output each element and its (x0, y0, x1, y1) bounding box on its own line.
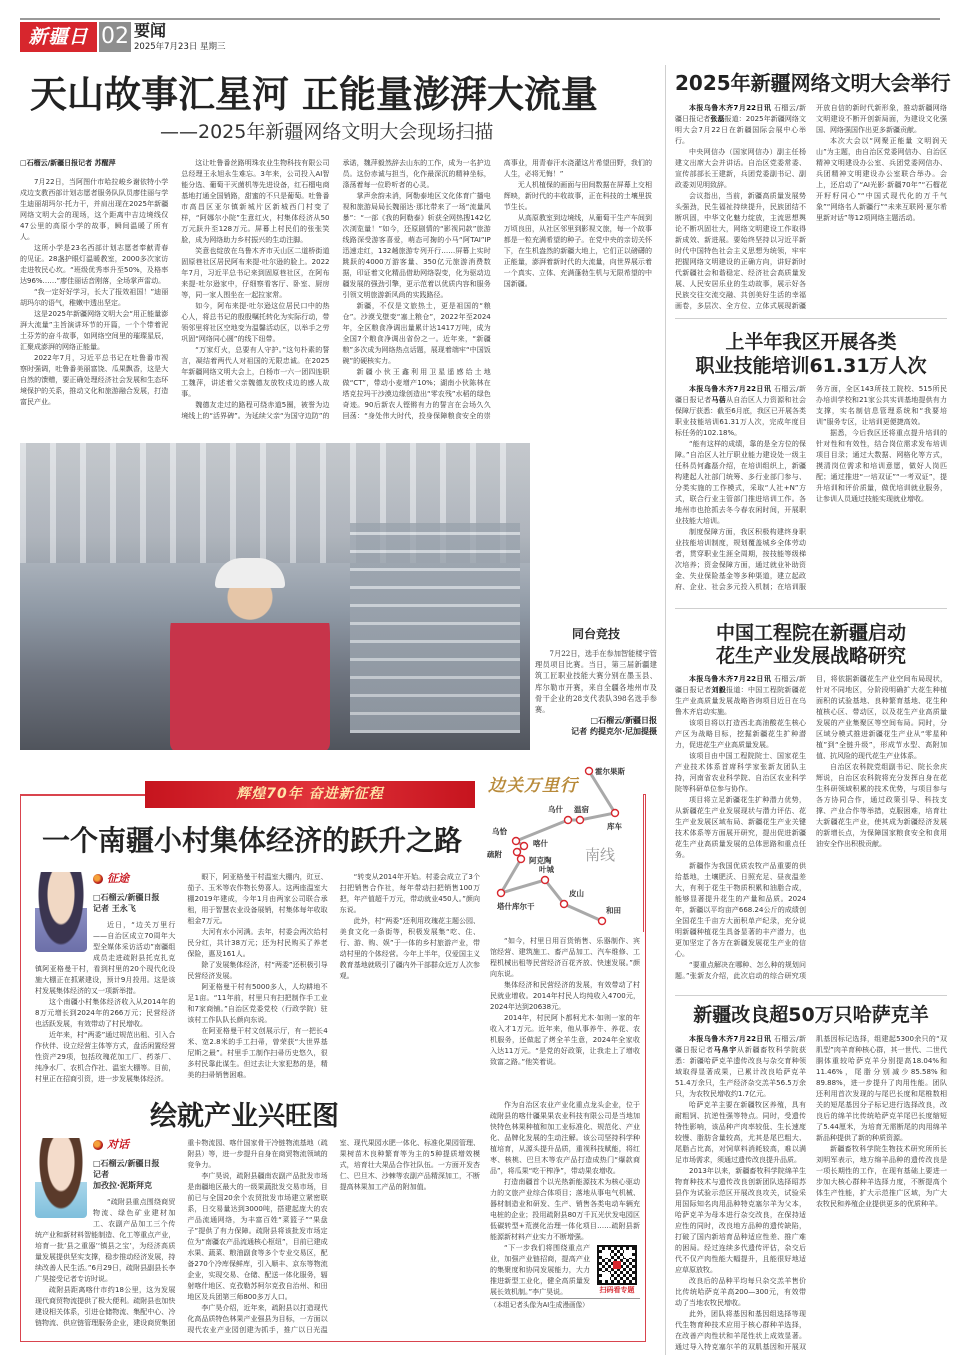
route-stop-label: 和田 (606, 906, 621, 915)
reporter-avatar (35, 1138, 87, 1218)
tag-icon (93, 874, 103, 884)
qr-logo (613, 1261, 621, 1269)
reporter: 刘毅 (711, 686, 727, 694)
paragraph: 项目将立足新疆花生扩种潜力优势，从新疆花生产业发展现状与潜力评估、花生产业发展区域布局、新疆花生产业关键技术体系等方面展开研究，提出促进新疆花生产业高质量发展的总体思路和重点任务。 (675, 796, 806, 859)
news-photo (20, 443, 530, 750)
paragraph: 掌声余韵未消，阿勒泰地区文化体育广播电视和旅游局局长魏丽达·那比带来了一场“流量风暴”：“一部《我的阿勒泰》斩获全网热搜142亿次浏览量！”如今，还原剧情的“影视同款”旅游线路深受游客喜爱，萌态可掬的小马“阿TAI”IP迅速走红，132趟旅游专列开行……屏幕上实时跳跃的4000万游客量、350亿元旅游消费数据，印证着文化精品借助网络裂变，化为驱动边疆发展的强劲引擎，更示范着以优质内容和服务引领文明旅游新风尚的实践路径。 (342, 192, 491, 299)
paragraph: 李广昊说，疏附县疆南农副产品批发市场是南疆地区最大的一级果蔬批发交易市场，目前已与全国20余个农贸批发市场建立紧密联系，日交易量达到3000吨，搭建起庞大的农产品流通网络，为丰富百姓“菜篮子”“果盘子”提供了有力保障。疏附县将该批发市场定位为“南疆农产品流通核心枢纽”，目前已建成水果、蔬菜、粮油副食等多个专业交易区，配备270个冷库保鲜库，引入顺丰、京东等物流企业，实现交易、仓储、配送一体化服务，辐射喀什地区、克孜勒苏柯尔克孜自治州、和田地区及兵团第三师800多万人口。 (187, 1172, 328, 1301)
paragraph: 除了发展集体经济，村“两委”还积极引导民营经济发展。 (187, 961, 328, 980)
paragraphs (490, 936, 640, 1068)
tag-icon (93, 1140, 103, 1150)
divider (675, 608, 947, 609)
industry-story-body (35, 1138, 480, 1336)
paragraphs (20, 158, 652, 422)
paragraph: 2022年7月，习近平总书记在吐鲁番市视察时强调，吐鲁番美丽富饶、瓜果飘香，这是大自然的馈赠，要正确处理经济社会发展和生态环境保护的关系，推动文化和旅游融合发展，打造富民产业。 (20, 354, 169, 406)
article-title: 新疆改良超50万只哈萨克羊 (693, 1004, 929, 1026)
qr-caption: 扫码看专题 (599, 1286, 635, 1294)
route-stop-marker (498, 890, 505, 897)
avatar-note: （本组记者头像为AI生成漫画像） (490, 1298, 640, 1310)
column-divider (665, 65, 666, 1355)
route-stop-marker (586, 768, 593, 775)
qr-code[interactable] (597, 1245, 637, 1285)
paragraph: 笑意也绽放在乌鲁木齐市天山区二道桥街道固原巷社区居民阿布来提·吐尔逊的脸上。2022年7月，习近平总书记来到固原巷社区，在阿布来提·吐尔逊家中，仔细察看客厅、卧室、厨房等，同一家人围坐在一起拉家常。 (181, 247, 330, 299)
paragraph: 阿亚格曼干村有5000多人，人均耕地不足1亩。“11年前，村里只有扫把制作手工业和7家商铺。”自治区党委党校（行政学院）驻该村工作队队长颜向东说。 (187, 983, 328, 1024)
photo-credit-2: 记者 约提克尔·尼加提摄 (571, 727, 657, 737)
article-kazakh-sheep (675, 1002, 947, 1354)
paragraph: “要重点解决在哪种、怎么种的规划问题。”张新友介绍，此次启动的综合研究项目，将依据新疆花生产业空间布局现状，针对不同地区，分阶段明确扩大花生种植面积的试验基地、良种繁育基地、花生种植核心区、带动区，以及花生产业高质量发展的产业集聚区等空间布局。同时，分区域分模式推进新疆花生产业从“零星种植”到“全链升级”，形成节水型、高附加值、抗风险的现代花生产业体系。 (675, 675, 947, 980)
byline-line: 记者 王永飞 (93, 904, 136, 913)
route-stop-label: 叶城 (539, 865, 554, 874)
paragraph: 制度保障方面，我区积极构建终身职业技能培训制度，规划覆盖城乡全体劳动者，贯穿职业生涯全周期，按技能等级梯次培养；资金保障方面，通过就业补助资金、失业保险基金等多种渠道，建立起政府、企业、社会多元投入机制；在培训服务方面，全区143所技工院校、515所民办培训学校和21家公共实训基地提供有力支撑，实名制信息管理系统和“我要培训”服务专区，让培训更便捷高效。 (675, 385, 947, 591)
paragraphs (490, 1100, 640, 1243)
feature-frame-top (20, 794, 145, 796)
route-stop-marker (513, 838, 520, 845)
byline-line: □石榴云/新疆日报 (93, 1159, 160, 1168)
paragraph: 会议指出，当前，新疆高质量发展势头强劲，民生福祉持续提升，民族团结不断巩固，中华文化魅力绽放，主流思想舆论不断巩固壮大，网络文明建设工作取得新成效、新进展。要始终坚持以习近平新时代中国特色社会主义思想为统领，牢牢把握网络文明建设的正确方向，讲好新时代新疆社会和谐稳定、经济社会高质量发展、人民安居乐业的生动故事，展示好各民族交往交流交融、共创美好生活的幸福画卷，多层次、全方位、立体式展现新疆开放自信的新时代新形象，推动新疆网络文明建设不断开创新局面，为建设文化强国、网络强国作出更多新疆贡献。 (675, 104, 947, 310)
article-body (675, 384, 947, 600)
route-stop-marker (518, 856, 525, 863)
lead-headline: 天山故事汇星河 正能量澎湃大流量 (30, 73, 598, 116)
article-lead (675, 384, 806, 439)
paragraph: 改良后的品种平均每只杂交羔羊售价比传统哈萨克羊高200—300元，有效带动了当地农牧民增收。 (675, 1277, 806, 1307)
caption-text: 7月22日，选手在参加智能楼宇管理员项目比赛。当日，第三届新疆建筑工匠职业技能大赛分别在墨玉县、库尔勒市开赛，来自全疆各地州市及骨干企业的28支代表队398名选手参赛。 (535, 649, 657, 715)
paragraph: 这是2025年新疆网络文明大会“用正能量澎湃大流量”主旨演讲环节的开篇，一个个带着泥土芬芳的奋斗故事，如网络空间里的璀璨星辰，汇聚成澎湃的网络正能量。 (20, 310, 169, 351)
byline: □石榴云/新疆日报记者 苏醒萍 (20, 159, 116, 167)
paragraph: 7月22日，当阿图什市哈拉峻乡谢依特小学戍边支教西部计划志愿者服务队队员廖佳丽与学生迪丽胡玛尔·托力干，并肩出现在2025年新疆网络文明大会的现场，这个距离中吉边境线仅47公里的高原小学的故事，瞬间温暖了所有人。 (20, 178, 169, 241)
route-label: 南线 (585, 846, 616, 864)
paragraph: 从高原教室到边境线，从葡萄干生产车间到万顷良田，从社区邻里到影视文旅，每一个故事都是一粒充满希望的种子。在党中央的亲切关怀下，在生机盎然的新疆大地上，它们正以磅礴的正能量，澎湃着新时代的大流量，向世界展示着一个真实、立体、充满蓬勃生机与无限希望的中国新疆。 (503, 214, 652, 288)
paragraph: 本次大会以“网聚正能量 文明润天山”为主题，由自治区党委网信办、自治区精神文明建设办公室、兵团党委网信办、兵团精神文明建设办公室联合举办。会上，还启动了“AI光影·新疆70年”“石榴花开籽籽同心”“中国式现代化的万千气象”“网络名人新疆行”“未来互联网·夏尔希里新对话”等12项网络主题活动。 (816, 137, 947, 222)
paragraph: “如今，村里日用百货销售、乐器制作、宾馆经营、建筑施工、畜产品加工、汽车维修、工程机械出租等民营经济百花齐放、快速发展。”颜向东说。 (490, 937, 640, 978)
paragraph: 哈萨克羊主要在新疆牧区养殖，具有耐粗饲、抗逆性强等特点。同时，受遗传特性影响，该品种产肉率较低、生长速度较慢、脂肪含量较高，尤其是尾巴粗大、尾脂占比高，对饲草料消耗较高，难以满足市场需求，须通过遗传改良提升品质。 (675, 1101, 806, 1164)
article-title-line2: 职业技能培训61.31万人次 (695, 355, 927, 377)
paragraph: 此外，团队将基因和基因组选择等现代生物育种技术应用于核心群种羊选择，在改善产肉性状和羊尾性状上成效显著。通过导入特克塞尔羊的双肌基因和开展双肌基因标记选择，组建起5300余只的“双肌型”肉羊育种核心群，其一世代、二世代胴体重较哈萨克羊分别提高18.04%和11.46%，尾脂分别减少85.58%和89.88%，进一步提升了肉用性能。团队还利用首次发现的与尾巴长度和尾椎数相关的短尾基因分子标记进行选择改良，改良后的绵羊比传统哈萨克羊尾巴长度缩短了5.44厘米，为培育无需断尾的肉用绵羊新品种提供了新的种质资源。 (675, 1035, 947, 1351)
byline-line: 记者 (93, 1170, 109, 1179)
photo-caption (535, 625, 657, 737)
paragraph: 中央网信办（国家网信办）副主任杨建文出席大会并讲话。自治区党委常委、宣传部部长王建新，兵团党委副书记、副政委刘见明致辞。 (675, 148, 806, 189)
feature-frame-right (643, 794, 646, 932)
paragraph: 集体经济和民营经济的发展，有效带动了村民就业增收。2014年村民人均纯收入4700元，2024年达到20638元。 (490, 981, 640, 1011)
paragraph: “转变从2014年开始。村委会成立了3个扫把销售合作社，每年带动扫把销售100万把，年产值超千万元，带动就业450人。”颜向东说。 (339, 873, 480, 914)
reporter-prefix: 石榴云/新疆日报记者 (675, 675, 806, 694)
dateline: 本报乌鲁木齐7月22日讯 (689, 1035, 772, 1043)
paragraph: 无人机植保的画面与田间数据在屏幕上交相辉映，新时代的丰收故事，正在科技的土壤里拔节生长。 (503, 181, 652, 211)
paragraph: 大河有水小河满。去年，村委会两次给村民分红，共计38万元；还为村民购买了养老保险，惠及161人。 (187, 928, 328, 958)
anniversary-banner: 辉煌70年 奋进新征程 (145, 781, 475, 808)
paragraph: 自治区农科院党组副书记、院长余庆辉说，自治区农科院将充分发挥自身在花生科研领域积累的技术优势，与项目参与各方协同合作，通过政策引导、科技支撑、产业合作等举措，克服困难，培育壮大新疆花生产业，使其成为新疆经济发展的新增长点，为保障国家粮食安全和食用油安全作出积极贡献。 (816, 763, 947, 848)
paragraph: 这所小学是23名西部计划志愿者奉献青春的见证。28盏护眼灯温暖教室，2000多次家访走进牧民心坎。“班级优秀率升至50%，及格率达96%……”廖佳丽话音刚落，全场掌声雷动。 (20, 244, 169, 285)
route-stop-label: 疏附 (487, 850, 502, 859)
divider (675, 995, 947, 996)
paragraph: 新疆作为我国优质农牧产品重要的供给基地，土壤肥沃、日照充足、昼夜温差大，有利于花生干物质积累和油脂合成，能够显著提升花生的产量和品质。2024年，新疆以平均亩产668.24公斤的成绩创全国花生千亩方大面积单产纪录，充分说明新疆种植花生具备显著的丰产潜力，也更加坚定了各方在新疆发展花生产业的信心。 (675, 862, 806, 958)
paragraph: 李广昊介绍，近年来，疏附县以打造现代化高品质特色林果产业强县为目标，一方面以现代农业产业园创建为抓手，推广以日光温室、现代果园水肥一体化、标准化果园管理、果树苗木良种繁育等为主的5种提质增效模式，培育壮大果品合作社队伍。一方面开发杏仁、巴旦木、沙棘等农副产品精深加工，不断提高林果加工产品的附加值。 (187, 1139, 480, 1334)
article-title-line2: 花生产业发展战略研究 (715, 645, 906, 667)
lead-subheadline: ——2025年新疆网络文明大会现场扫描 (160, 121, 494, 143)
paragraph: 疏附县距离喀什市约18公里，这为发展现代商贸物流提供了极大便利。疏附县也加快建设相关体系，引进仓储物流、集配中心、冷链物流、供应链管理服务企业，建设商贸集团重卡物流园、喀什国家骨干冷链物流基地（疏附县）等，进一步提升自身在商贸物流领域的竞争力。 (35, 1139, 328, 1327)
reporter: 马蓓 (711, 396, 727, 404)
photo-credit: □石榴云/新疆日报 (590, 716, 657, 726)
paragraph: 2013年以来，新疆畜牧科学院绵羊生物育种技术与遗传改良创新团队选择昭苏县作为试验示范区开展改良攻关，试验采用国际知名肉用品种特克塞尔羊为父本，哈萨克羊为母本进行杂交改良，在保持适应性的同时，改良地方品种的遗传缺陷，打破了国内新培育品种适应性差、推广难的困局。经过连续多代遗传评估，杂交后代不仅产肉性能大幅提升，且能很好地适应草原放牧。 (675, 1167, 806, 1274)
route-stop-label: 塔什库尔干 (497, 902, 535, 911)
paragraph: “万家灯火，总要有人守护。”这句朴素的誓言，凝结着两代人对祖国的无限忠诚。在2025年新疆网络文明大会上，白杨市一六一团四连职工魏萍，讲述着父亲魏德友放牧戍边的感人故事。 (181, 346, 330, 398)
paragraph: 该项目将以打造西北高油酸花生核心产区为战略目标，挖掘新疆花生扩种潜力，促进花生产业高质量发展。 (675, 719, 806, 749)
dateline: 本报乌鲁木齐7月22日讯 (689, 675, 772, 683)
newspaper-logo: 新疆日报 (20, 22, 97, 52)
paragraph: 在阿亚格曼干村文创展示厅，有一把长4米、宽2.8米的手工扫帚，曾荣获“大世界基尼斯之最”。村里手工制作扫帚历史悠久，很多村民靠此谋生。但过去让大家犯愁的是，精美的扫帚销售困难。 (187, 1027, 328, 1079)
paragraphs (675, 674, 947, 988)
village-story-body-continued (490, 936, 640, 1090)
article-body (675, 103, 947, 313)
paragraph: 作为自治区农业产业化重点龙头企业，位于疏附县的喀什疆果果农业科技有限公司是当地加快特色林果种植和加工业标准化、规范化、产业化、品牌化发展的生动注解。该公司坚持科学种植培育，从源头提升品质，重视科技赋能，将红枣、核桃、巴旦木等农产品打造成热门“爆款商品”，将瓜果“吃干榨净”，带动果农增收。 (490, 1101, 640, 1175)
reporter-prefix: 石榴云/新疆日报记者 (675, 385, 806, 404)
route-stop-marker (561, 901, 568, 908)
paragraph: 新疆，不仅是文旅热土，更是祖国的“粮仓”。沙漠戈壁变“塞上粮仓”，2022年至2024年，全区粮食净调出量累计达1417万吨，成为全国7个粮食净调出省份之一。近年来，“新疆粮”多次成为网络热点话题，展现着端牢“中国饭碗”的硬核实力。 (342, 302, 491, 365)
paragraph: “下一步我们将围绕重点产业，加强产业链招商，提高产业的集聚度和协同发展能力，大力推进新型工业化，健全高质量发展长效机制。”李广昊说。 (490, 1244, 590, 1296)
paragraph: 该项目由中国工程院院士、国家花生产业技术体系首席科学家张新友团队主持，河南省农业科学院、自治区农业科学院等科研单位参与协作。 (675, 752, 806, 793)
article-title: 上半年我区开展各类 (725, 331, 897, 353)
route-map (482, 760, 646, 932)
village-story-body (35, 872, 480, 1088)
article-title: 2025年新疆网络文明大会举行 (675, 71, 951, 95)
reporter-prefix: 石榴云/新疆日报记者 (675, 104, 806, 123)
article-network-civilization (675, 70, 951, 313)
page-number: 02 (99, 22, 131, 52)
paragraph: 魏德友走过的路程可绕赤道5圈，被誉为边境线上的“活界碑”。为延续父亲“为国守边防”的承诺，魏萍毅然辞去山东的工作，成为一名护边员。这份赤诚与担当，化作最深沉的精神坐标，涤荡着每一位聆听者的心灵。 (181, 159, 491, 420)
paragraph: 近日，“边关万里行——自治区成立70周年大型全媒体采访活动”南疆组成员走进疏附县托克扎克镇阿亚格曼干村，看到村里的20个现代化设施大棚正在抓紧建设，预计9月投用。这是该村发展集体经济的又一项新举措。 (35, 921, 176, 995)
byline-line: □石榴云/新疆日报 (93, 893, 160, 902)
lead-article-body (20, 158, 652, 422)
section-name: 要闻 (134, 21, 167, 40)
tag-label: 对话 (107, 1138, 129, 1151)
route-stop-marker (599, 918, 606, 925)
route-stop-marker (542, 877, 549, 884)
paragraph: 此外，村“两委”还利用玫瑰花主题公园、美食文化一条街等，积极发展集“吃、住、行、游、购、娱”于一体的乡村旅游产业，带动村里的个体经营。今年上半年，仅爱国主义教育基地就吸引了疆内外干部群众近万人次参观。 (339, 917, 480, 980)
route-stop-label: 乌什 (548, 805, 563, 814)
dateline: 本报乌鲁木齐7月22日讯 (689, 385, 772, 393)
paragraph: 这个南疆小村集体经济收入从2014年的8万元增长到2024年的266万元；民营经济也活跃发展，有效带动了村民增收。 (35, 998, 176, 1028)
feature-headline: 一个南疆小村集体经济的跃升之路 (42, 824, 463, 857)
paragraph: 新疆畜牧科学院生物技术研究所所长刘明军表示，地方绵羊品种的遗传改良是一项长期性的工作，在现有基础上要进一步加大核心群种羊选择力度，不断提高个体生产性能，扩大示范推广区域，为广大农牧民和养殖企业提供更多的优质种羊。 (816, 1145, 947, 1208)
paragraph: “我一定好好学习，长大了报效祖国！”迪丽胡玛尔的语气，稚嫩中透出坚定。 (20, 288, 169, 307)
paragraph: 2014年，村民阿卜都柯尤木·如则一家的年收入才1万元。近年来，他从事养牛、养花、农机服务，还做起了烤全羊生意，2024年全家收入达11万元。“是党的好政策，让我走上了增收致富之路。”他笑着说。 (490, 1014, 640, 1066)
route-stop-label: 皮山 (569, 889, 584, 898)
lead-text: 报道：中国工程院新疆花生产业高质量发展战略咨询项目近日在乌鲁木齐启动实施。 (675, 686, 807, 716)
route-stop-label: 温宿 (574, 805, 589, 814)
issue-date: 2025年7月23日 星期三 (134, 42, 226, 52)
map-logo: 边关万里行 (488, 776, 578, 796)
top-rule (20, 18, 940, 20)
paragraph: 新疆小伙王鑫利用卫星遥感给土地做“CT”，带动小麦增产10%；湖南小伙陈林在塔克拉玛干沙漠边缘创造出“零农残”水稻的绿色奇迹。90后新农人铿锵有力的誓言在会场久久回荡：“身处伟大时代，投身保障粮食安全的崇高事业，用青春汗水浇灌这片希望田野，我们的人生，必将无悔！” (342, 159, 652, 420)
route-stop-marker (577, 817, 584, 824)
route-stop-marker (565, 817, 572, 824)
article-body (675, 674, 947, 988)
route-stop-marker (514, 849, 521, 856)
industry-story-body-continued (490, 1100, 640, 1338)
article-lead (675, 103, 806, 147)
tag-label: 征途 (107, 872, 129, 885)
lead-text: 从新疆畜牧科学院获悉：新疆哈萨克羊遗传改良与杂交育种领域取得显著成果，已累计改良哈萨克羊51.4万余只，生产经济杂交羔羊56.5万余只，为农牧民增收约1.7亿元。 (675, 1046, 806, 1098)
paragraph: 眼下，阿亚格曼干村温室大棚内，豇豆、茄子、玉米等农作物长势喜人。这两座温室大棚2019年建成，今年1月由两家公司联合承租，用于智慧农业设备展销，村集体每年收取租金7万元。 (187, 873, 328, 925)
paragraph: “疏附县重点围绕商贸物流、绿色矿业建材加工、农副产品加工三个传统产业和新材料智能制造、化工等重点产业，培育一批‘县之重器’‘镇县之宝’，为经济高质量发展提供坚实支撑，稳步推动经济发展，持续改善人民生活。”6月29日，疏附县副县长李广昊接受记者专访时说。 (35, 1198, 176, 1283)
qr-block (594, 1245, 640, 1295)
route-stop-label: 霍尔果斯 (595, 767, 625, 776)
article-title: 中国工程院在新疆启动 (715, 622, 906, 644)
route-stop-label: 库车 (607, 822, 622, 831)
route-stop-label: 阿克陶 (529, 856, 552, 865)
feature-subheadline: 绘就产业兴旺图 (150, 1101, 339, 1132)
article-peanut-research (675, 622, 947, 988)
article-body (675, 1034, 947, 1354)
paragraph: 打造南疆首个以光热新能源技术为核心驱动力的文旅产业综合体项目；落地从事电气机械、器材制造业和研发、生产、销售各类电动车辆充电桩的企业；投用疏附县80万千瓦光伏发电园区低碳转型+荒漠化治理一体化项目……疏附县新能源新材料产业实力不断增强。 (490, 1178, 640, 1241)
paragraph: “能有这样的成绩，靠的是全方位的保障。”自治区人社厅职业能力建设处一级主任科员何鑫磊介绍，在培训组织上，新疆构建起人社部门统筹、多行业部门参与、分类实施的工作模式，采取“人社+N”方式，联合行业主管部门推进培训工作。各地州市也抢抓去冬今春农闲时间，开展职业技能大培训。 (675, 440, 806, 525)
route-stop-marker (521, 843, 528, 850)
article-lead (675, 674, 806, 718)
divider (675, 318, 947, 319)
route-stop-label: 喀什 (533, 839, 548, 848)
section-tag (93, 1138, 175, 1152)
photo-scaffold (350, 523, 520, 733)
section-tag (93, 872, 175, 886)
route-stop-label: 乌恰 (492, 827, 507, 836)
caption-title: 同台竞技 (571, 627, 620, 641)
dateline: 本报乌鲁木齐7月22日讯 (689, 104, 772, 112)
reporter: 马帛宇 (713, 1046, 737, 1054)
article-lead (675, 1034, 806, 1100)
paragraph: 近年来，村“两委”通过规范出租、引入合作伙伴、设立经营主体等方式，盘活闲置经营性资产29项，包括玫瑰花加工厂、药茶厂、纯净水厂、农机合作社、温室大棚等。目前，村里正在招商引资，进一步发展集体经济。 (35, 1031, 176, 1083)
reporter: 张磊 (710, 115, 725, 123)
lead-text: 报道：2025年新疆网络文明大会7月22日在新疆国际会展中心举行。 (675, 115, 807, 145)
reporter-avatar (35, 872, 87, 952)
paragraph: 据悉，今后我区还将重点提升培训的针对性和有效性，结合岗位需求发布培训项目目录；通过大数据、网格化等方式，摸清岗位需求和培训意愿，做好人岗匹配；通过推进“一培双证”“一考双证”，提升培训和评价质量，做优培训就业服务，让参训人员通过技能实现就业增收。 (816, 429, 947, 503)
photo-contestant (170, 563, 330, 750)
paragraph: 这让吐鲁番丝路明珠农业生物科技有限公司总经理王永旭永生难忘。3年来，公司投入AI智能分选、葡萄干灭菌机等先进设备，红石榴电商基地打通全国销路，甜蜜的不只是葡萄。吐鲁番市高昌区亚尔镇新城片区新城西门村变了样，“阿娜尔小院”生意红火，村集体经济从50万元跃升至128万元。屏幕上村民们的张张笑脸，成为网络助力乡村振兴的生动注脚。 (181, 159, 330, 244)
byline-line: 加孜拉·泥斯拜克 (93, 1181, 153, 1190)
route-stop-marker (612, 810, 619, 817)
paragraph: 如今，阿布来提·吐尔逊这位居民口中的热心人，将总书记的殷殷嘱托转化为实际行动，带领邻里将社区空地变为温馨活动区，以举手之劳巩固“网络同心圆”的线下纽带。 (181, 302, 330, 343)
lead-text: 从自治区人力资源和社会保障厅获悉：截至6月底，我区已开展各类职业技能培训61.31万人次，完成年度目标任务的102.18%。 (675, 396, 807, 437)
reporter-prefix: 石榴云/新疆日报记者 (675, 1035, 806, 1054)
article-skills-training (675, 330, 947, 600)
